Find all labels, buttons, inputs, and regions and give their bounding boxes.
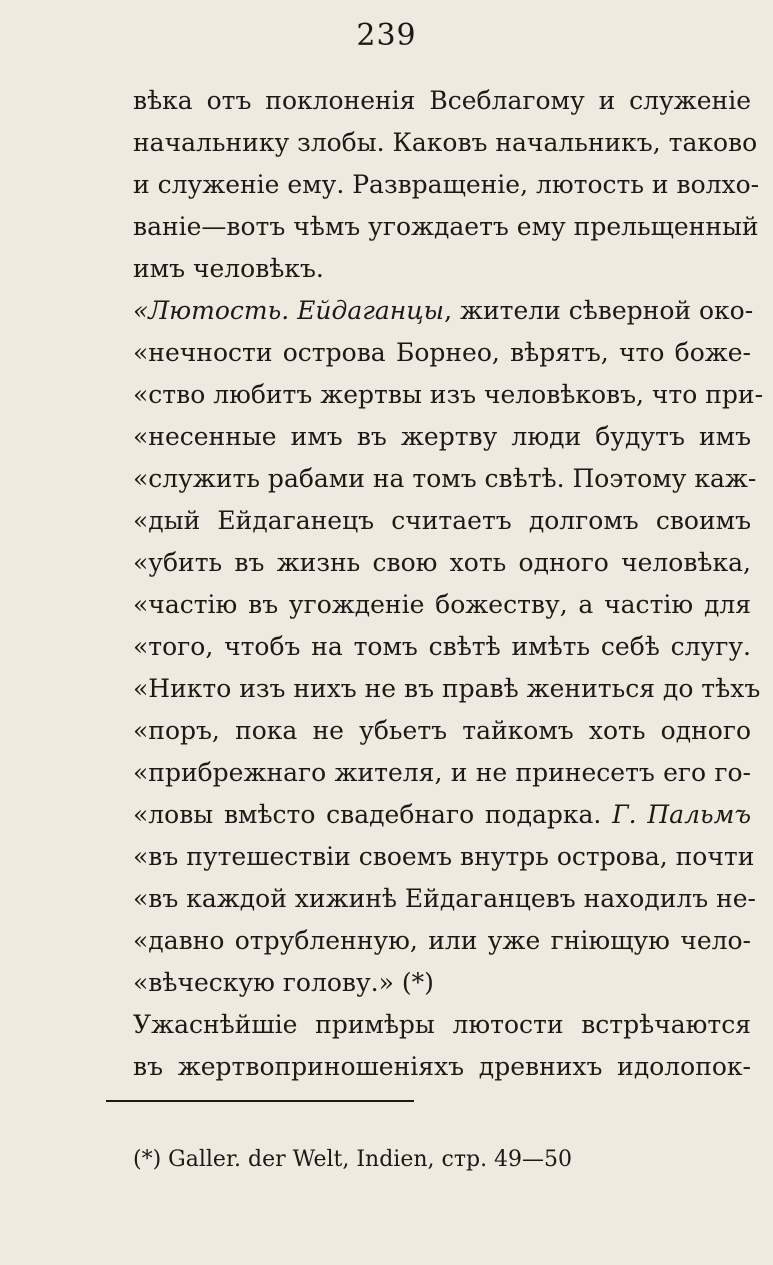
text-line: «ство любитъ жертвы изъ человѣковъ, что при- (133, 380, 764, 409)
text-line: «нечности острова Борнео, вѣрятъ, что боже- (133, 338, 751, 367)
text-line: «дый Ейдаганецъ считаетъ долгомъ своимъ (133, 506, 751, 535)
italic-lead: «Лютость. Ейдаганцы (133, 296, 445, 325)
text-line: «несенные имъ въ жертву люди будутъ имъ (133, 422, 751, 451)
lead-rest: , жители сѣверной око- (444, 296, 754, 325)
text-line: начальнику злобы. Каковъ начальникъ, таково (133, 128, 758, 157)
text-line (133, 800, 751, 830)
text-line: въ жертвоприношеніяхъ древнихъ идолопок- (133, 1052, 751, 1081)
text-line: «прибрежнаго жителя, и не принесетъ его го- (133, 758, 751, 787)
text-line: имъ человѣкъ. (133, 254, 324, 283)
text-line: Ужаснѣйшіе примѣры лютости встрѣчаются (133, 1010, 751, 1039)
text-line: «вѣческую голову.» (*) (133, 968, 434, 997)
text-line: ваніе—вотъ чѣмъ угождаетъ ему прельщенный (133, 212, 759, 241)
text-line: «въ путешествіи своемъ внутрь острова, почти (133, 842, 755, 871)
footnote: (*) Galler. der Welt, Indien, стр. 49—50 (133, 1147, 573, 1172)
text-line: «въ каждой хижинѣ Ейдаганцевъ находилъ не- (133, 884, 756, 913)
text-line: и служеніе ему. Развращеніе, лютость и волхо- (133, 170, 760, 199)
text-line (133, 296, 754, 326)
text-line: «того, чтобъ на томъ свѣтѣ имѣть себѣ слугу. (133, 632, 751, 661)
text-line: «Никто изъ нихъ не въ правѣ жениться до тѣхъ (133, 674, 761, 703)
text-line: вѣка отъ поклоненія Всеблагому и служеніе (133, 86, 751, 115)
italic-name: Г. Пальмъ (612, 800, 751, 829)
page-number: 239 (356, 18, 417, 53)
text-line: «убить въ жизнь свою хоть одного человѣка, (133, 548, 751, 577)
text-line: «поръ, пока не убьетъ тайкомъ хоть одного (133, 716, 751, 745)
text-line: «частію въ угожденіе божеству, а частію для (133, 590, 751, 619)
text-line: «служить рабами на томъ свѣтѣ. Поэтому каж- (133, 464, 757, 493)
footnote-divider (106, 1100, 414, 1102)
text-line: «давно отрубленную, или уже гніющую чело- (133, 926, 751, 955)
line-start: «ловы вмѣсто свадебнаго подарка. (133, 800, 613, 829)
